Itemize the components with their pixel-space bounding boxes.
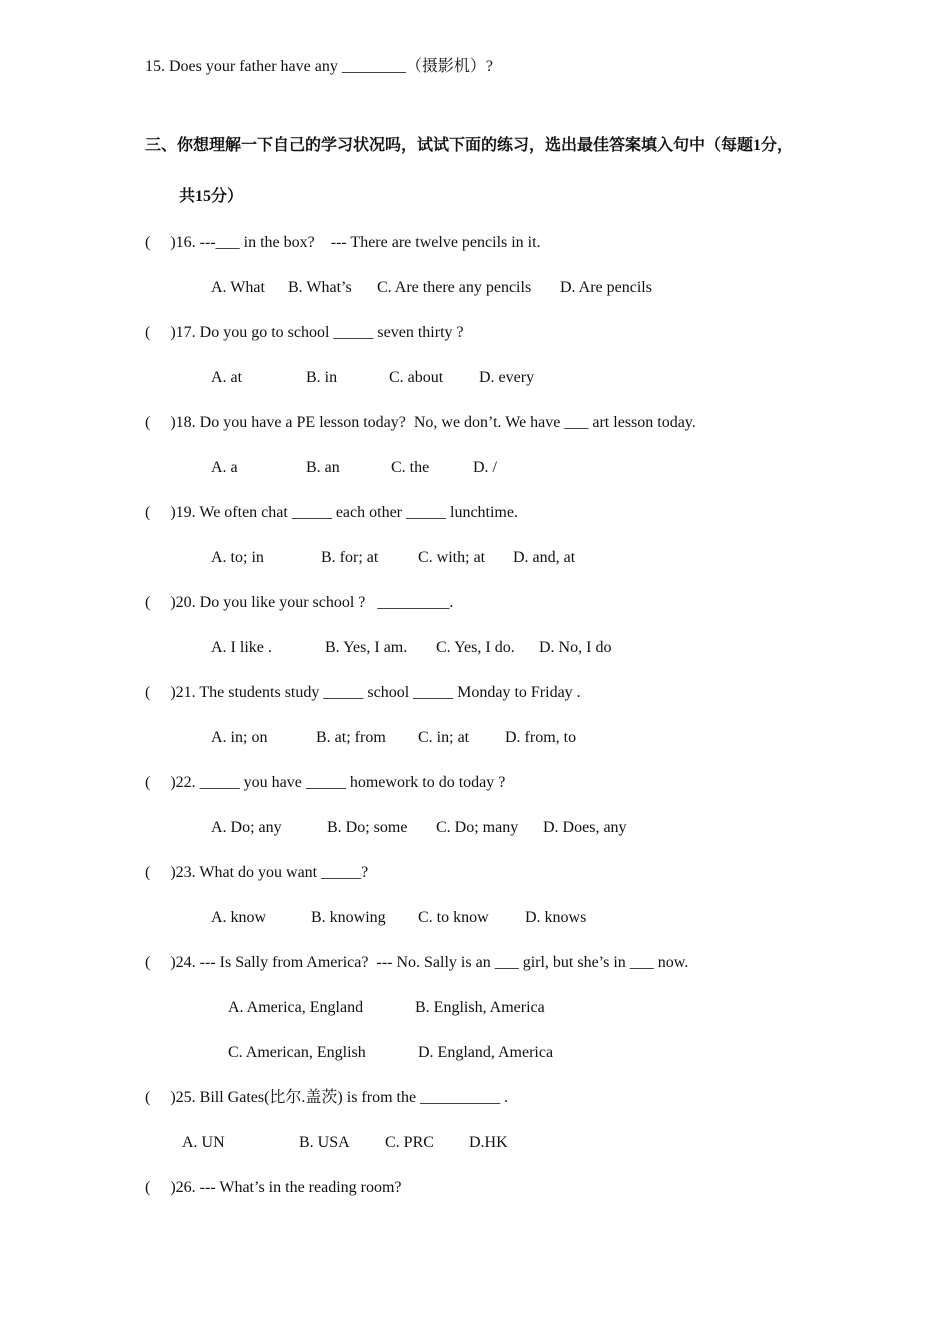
option-d: D. and, at (513, 549, 576, 566)
question-21-stem: ( )21. The students study _____ school _____ Monday to Friday . (145, 684, 581, 701)
option-b: B. knowing (311, 909, 386, 926)
option-a: A. at (211, 369, 243, 386)
section-heading-line1: 三、你想理解一下自己的学习状况吗，试试下面的练习，选出最佳答案填入句中（每题1分， (145, 137, 794, 154)
question-16-stem: ( )16. ---___ in the box? --- There are twelve pencils in it. (145, 234, 541, 251)
question-18-stem: ( )18. Do you have a PE lesson today? No, we don’t. We have ___ art lesson today. (145, 414, 696, 431)
option-d: D. from, to (505, 729, 577, 746)
option-d: D.HK (469, 1134, 508, 1151)
option-c: C. PRC (385, 1134, 434, 1151)
option-b: B. What’s (288, 279, 352, 296)
question-19-stem: ( )19. We often chat _____ each other _____ lunchtime. (145, 504, 518, 521)
option-c: C. Do; many (436, 819, 519, 836)
option-b: B. Yes, I am. (325, 639, 408, 656)
option-c: C. American, English (228, 1044, 366, 1061)
option-d: D. No, I do (539, 639, 612, 656)
option-d: D. knows (525, 909, 587, 926)
section-heading-line2: 共15分） (179, 188, 244, 205)
option-d: D. / (473, 459, 497, 476)
question-23-stem: ( )23. What do you want _____? (145, 864, 369, 881)
option-c: C. the (391, 459, 430, 476)
question-26-stem: ( )26. --- What’s in the reading room? (145, 1179, 402, 1196)
option-d: D. every (479, 369, 535, 386)
question-24-stem: ( )24. --- Is Sally from America? --- No. Sally is an ___ girl, but she’s in ___ now. (145, 954, 689, 971)
option-a: A. I like . (211, 639, 272, 656)
question-22-stem: ( )22. _____ you have _____ homework to do today ? (145, 774, 506, 791)
option-b: B. USA (299, 1134, 350, 1151)
question-17-stem: ( )17. Do you go to school _____ seven thirty ? (145, 324, 464, 341)
option-a: A. know (211, 909, 267, 926)
option-c: C. Are there any pencils (377, 279, 532, 296)
question-20-stem: ( )20. Do you like your school ? _________. (145, 594, 454, 611)
option-b: B. at; from (316, 729, 386, 746)
option-d: D. Are pencils (560, 279, 652, 296)
option-a: A. America, England (228, 999, 364, 1016)
option-a: A. UN (182, 1134, 225, 1151)
option-d: D. England, America (418, 1044, 554, 1061)
question-15: 15. Does your father have any ________（摄影机）? (145, 58, 493, 75)
option-c: C. in; at (418, 729, 470, 746)
option-a: A. Do; any (211, 819, 282, 836)
option-b: B. for; at (321, 549, 379, 566)
option-d: D. Does, any (543, 819, 627, 836)
option-b: B. Do; some (327, 819, 408, 836)
option-c: C. to know (418, 909, 489, 926)
option-b: B. an (306, 459, 340, 476)
option-c: C. Yes, I do. (436, 639, 515, 656)
option-b: B. in (306, 369, 338, 386)
option-a: A. in; on (211, 729, 268, 746)
option-a: A. a (211, 459, 238, 476)
option-a: A. What (211, 279, 265, 296)
option-b: B. English, America (415, 999, 545, 1016)
option-c: C. with; at (418, 549, 486, 566)
question-25-stem: ( )25. Bill Gates(比尔.盖茨) is from the __________ . (145, 1089, 509, 1106)
option-a: A. to; in (211, 549, 264, 566)
option-c: C. about (389, 369, 444, 386)
